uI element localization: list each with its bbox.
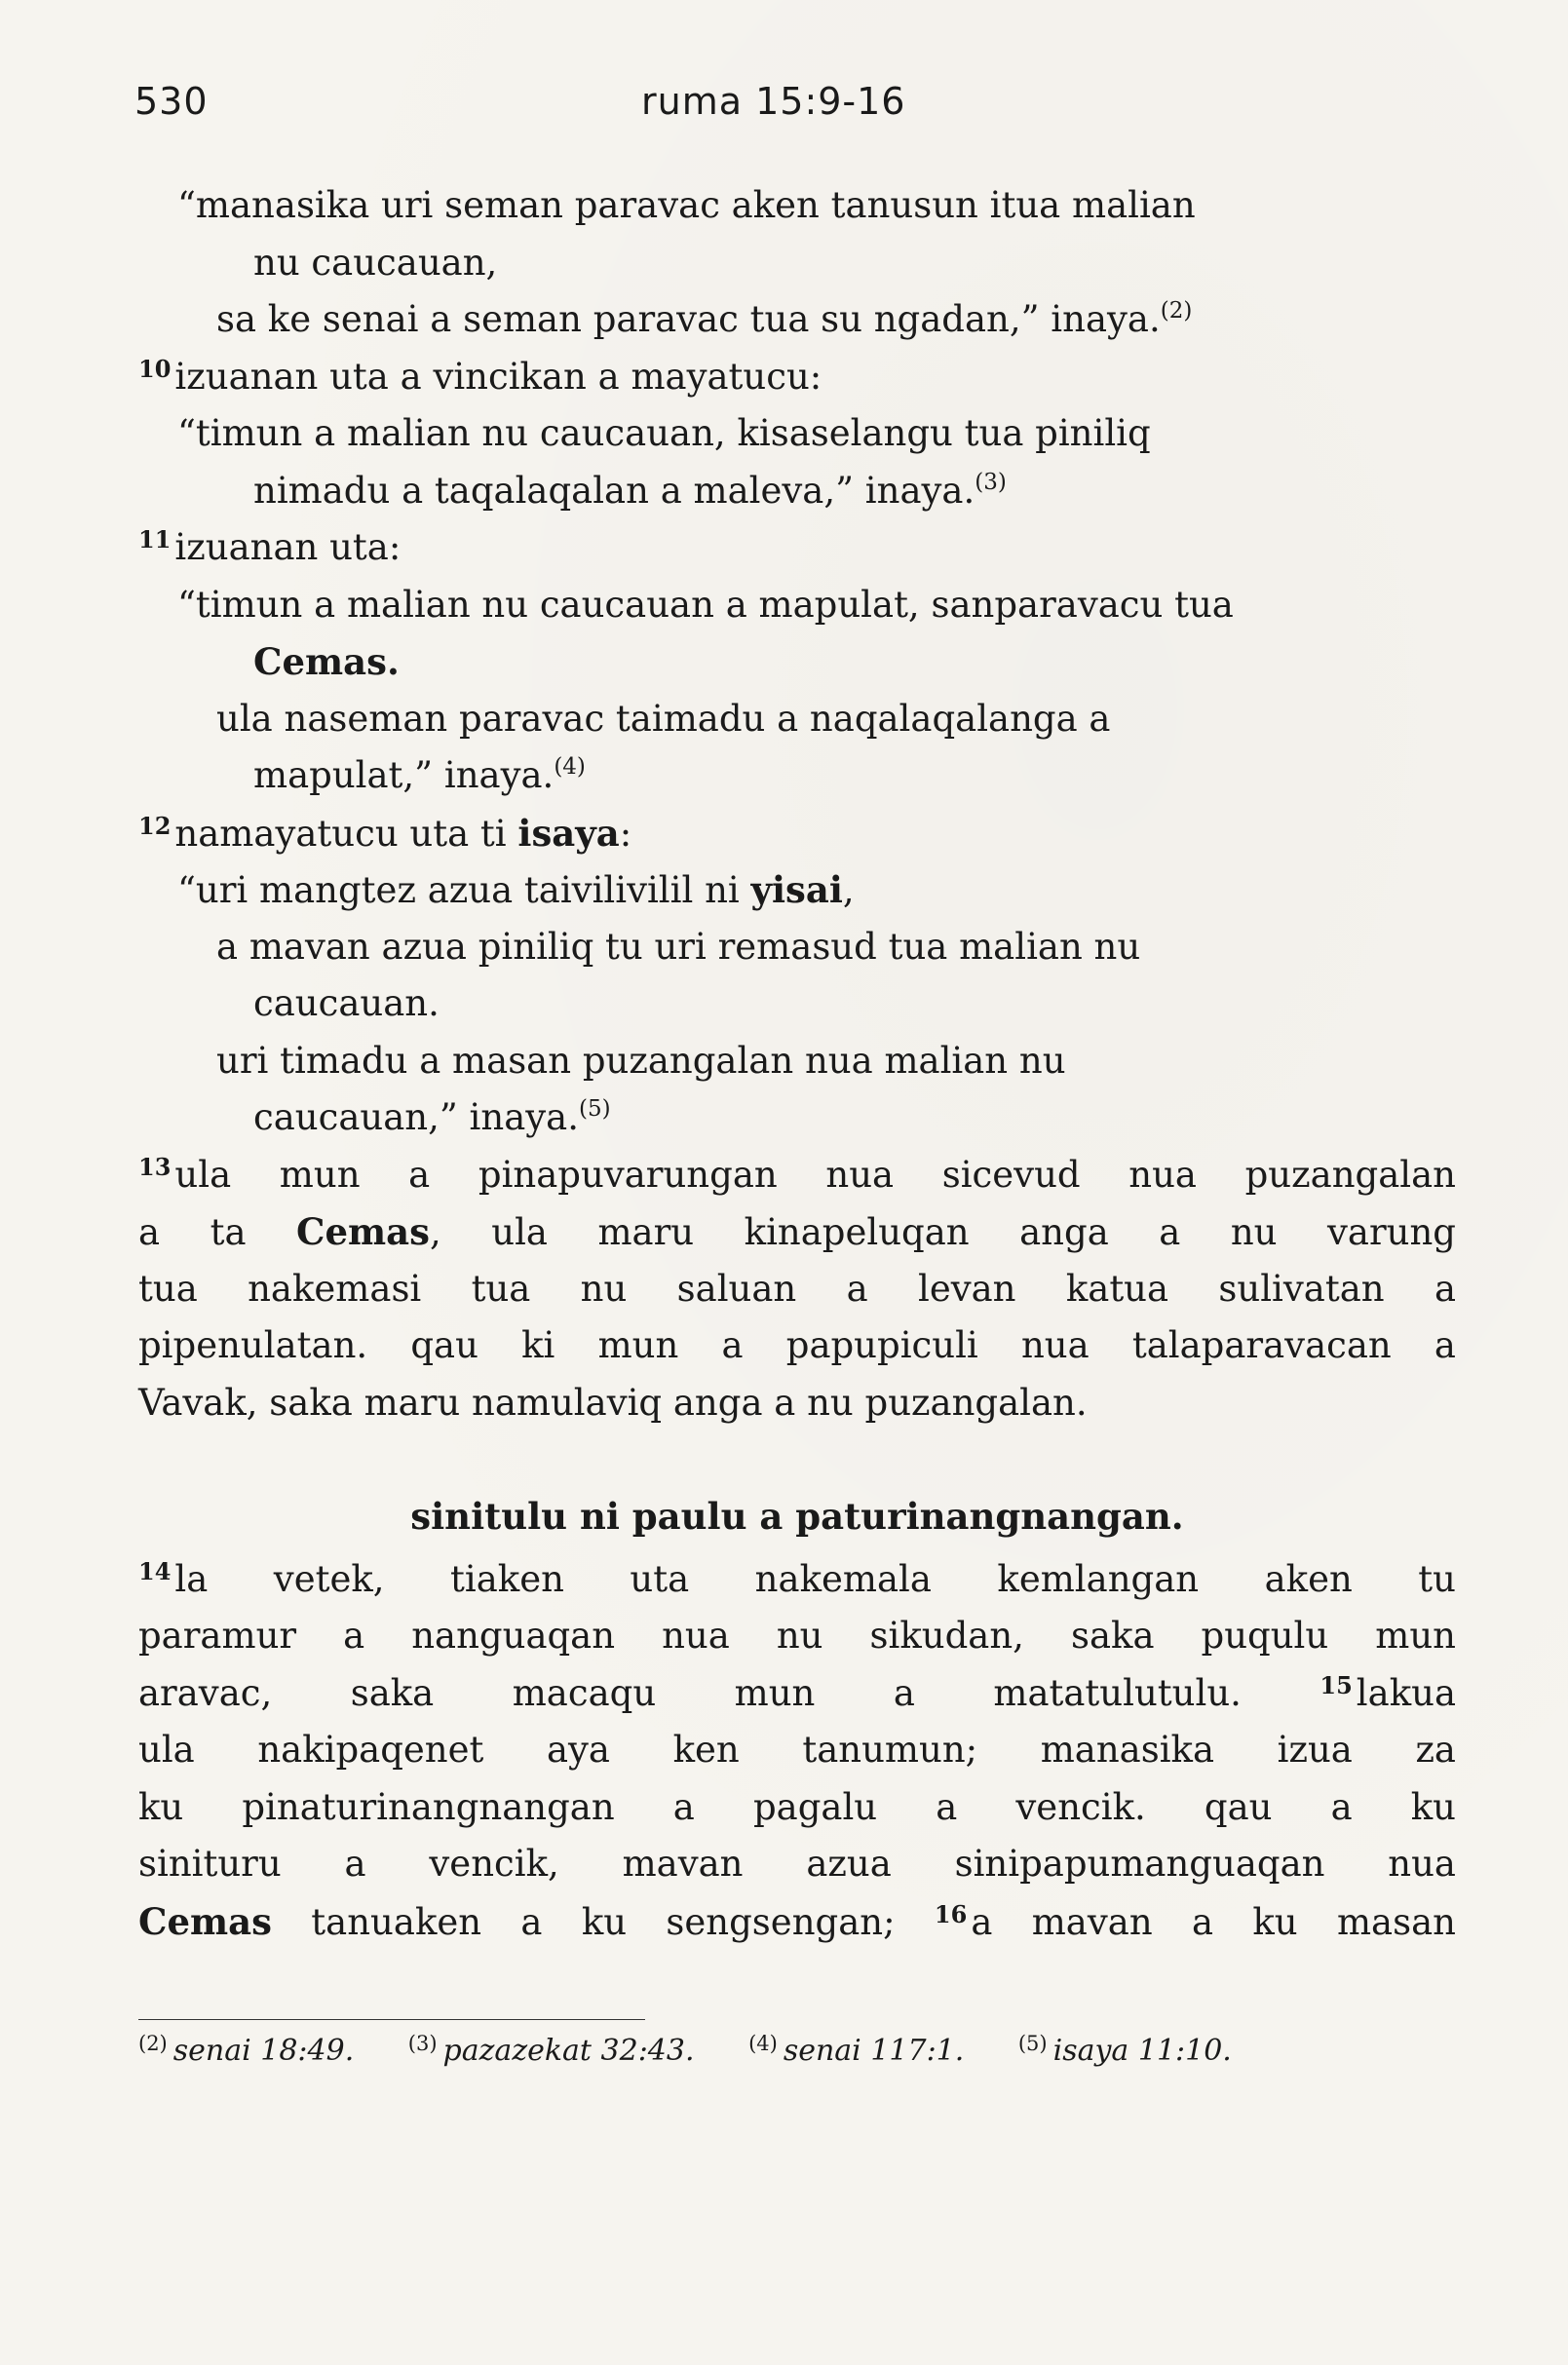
text-line [138,747,1456,805]
line-text: caucauan,” inaya. [253,1096,579,1138]
footnote-ref: (3) [975,469,1007,495]
line-text-bold: yisai [750,868,843,911]
text-line [138,975,1456,1033]
line-text: : [619,812,632,855]
text-line [138,405,1456,463]
text-line [138,633,1456,691]
text-line [138,691,1456,748]
text-line [138,1261,1456,1318]
text-line [138,1608,1456,1665]
footnotes [138,2032,1464,2068]
line-text: lakua [1356,1671,1456,1714]
text-line [138,1033,1456,1090]
verse-number: 10 [138,354,172,383]
footnote-text: pazazekat 32:43. [442,2034,695,2068]
footnote-ref: (4) [554,754,586,780]
text-line [138,1893,1456,1951]
line-text: mapulat,” inaya. [253,754,555,796]
text-line [138,519,1456,577]
line-text: “uri mangtez azua taivilivilil ni [177,869,751,911]
text-line [138,1147,1456,1204]
line-text: pipenulatan. qau ki mun a papupiculi nua talaparavacan a [138,1324,1456,1366]
text-line [138,577,1456,634]
section-heading: sinitulu ni paulu a paturinangnangan. [410,1495,1184,1538]
text-line [138,1779,1456,1837]
line-text: nu caucauan, [253,241,498,284]
line-text: , [842,869,855,911]
line-text: ula naseman paravac taimadu a naqalaqalanga a [216,697,1111,740]
line-text: a mavan a ku masan [971,1900,1456,1943]
footnote-text: isaya 11:10. [1052,2034,1232,2068]
footnote [138,2032,354,2068]
line-text: “timun a malian nu caucauan, kisaselangu tua piniliq [177,412,1151,454]
text-line [138,235,1456,292]
page-number: 530 [134,80,209,123]
line-text: ula nakipaqenet aya ken tanumun; manasika izua za [138,1729,1456,1771]
line-text: ku pinaturinangnangan a pagalu a vencik. qau a ku [138,1785,1456,1828]
line-text: sa ke senai a seman paravac tua su ngadan,” inaya. [216,298,1161,340]
verse-number: 14 [138,1556,172,1585]
footnote [1018,2032,1232,2068]
footnote [408,2032,695,2068]
line-text: uri timadu a masan puzangalan nua malian nu [216,1039,1066,1082]
verse-number: 15 [1319,1670,1353,1699]
text-line [138,1317,1456,1375]
verse-number: 12 [138,811,172,840]
footnote-mark: (5) [1017,2032,1048,2055]
text-line [138,805,1456,862]
line-text: ula mun a pinapuvarungan nua sicevud nua puzangalan [174,1153,1456,1196]
text-line [138,1836,1456,1893]
line-text: , ula maru kinapeluqan anga a nu varung [429,1211,1456,1253]
line-text: izuanan uta: [174,526,402,568]
verse-number: 16 [934,1899,968,1928]
line-text: a ta [138,1211,297,1253]
line-text: sinituru a vencik, mavan azua sinipapumanguaqan nua [138,1843,1456,1885]
verse-number: 11 [138,525,172,553]
line-text: la vetek, tiaken uta nakemala kemlangan aken tu [174,1557,1456,1600]
text-line [138,1089,1456,1147]
footnote-ref: (5) [579,1096,611,1122]
text-line [138,1375,1456,1432]
body-text [138,177,1456,1950]
line-text-bold: Cemas [296,1210,430,1253]
line-text: a mavan azua piniliq tu uri remasud tua malian nu [216,925,1141,968]
footnote [748,2032,964,2068]
running-title: ruma 15:9-16 [641,80,906,123]
footnote-mark: (3) [407,2032,438,2055]
text-line [138,349,1456,406]
text-line [138,177,1456,235]
line-text: tanuaken a ku sengsengan; [271,1900,935,1943]
line-text-bold: Cemas [138,1899,272,1943]
text-line [138,919,1456,976]
line-text: Vavak, saka maru namulaviq anga a nu puzangalan. [138,1381,1088,1424]
verse-number: 13 [138,1152,172,1181]
line-text: Cemas. [253,640,400,683]
line-text: nimadu a taqalaqalan a maleva,” inaya. [253,469,975,512]
footnote-mark: (2) [138,2032,168,2055]
line-text: “timun a malian nu caucauan a mapulat, sanparavacu tua [177,583,1234,626]
text-line [138,463,1456,520]
line-text: tua nakemasi tua nu saluan a levan katua sulivatan a [138,1267,1456,1310]
footnote-mark: (4) [748,2032,778,2055]
footnote-divider [138,2019,645,2020]
line-text: paramur a nanguaqan nua nu sikudan, saka puqulu mun [138,1615,1456,1657]
text-line [138,1722,1456,1779]
line-text: “manasika uri seman paravac aken tanusun itua malian [177,184,1196,226]
footnote-text: senai 18:49. [172,2034,355,2068]
line-text: aravac, saka macaqu mun a matatulutulu. [138,1671,1320,1714]
footnote-text: senai 117:1. [783,2034,965,2068]
line-text-bold: isaya [517,811,620,855]
line-text: izuanan uta a vincikan a mayatucu: [174,355,822,398]
text-line [138,291,1456,349]
text-line [138,861,1456,919]
page-header [134,80,1434,138]
text-line [138,1203,1456,1261]
text-line [138,1551,1456,1609]
line-text: namayatucu uta ti [174,812,518,855]
text-line [138,1665,1456,1723]
line-text: caucauan. [253,982,440,1024]
footnote-ref: (2) [1160,298,1193,324]
